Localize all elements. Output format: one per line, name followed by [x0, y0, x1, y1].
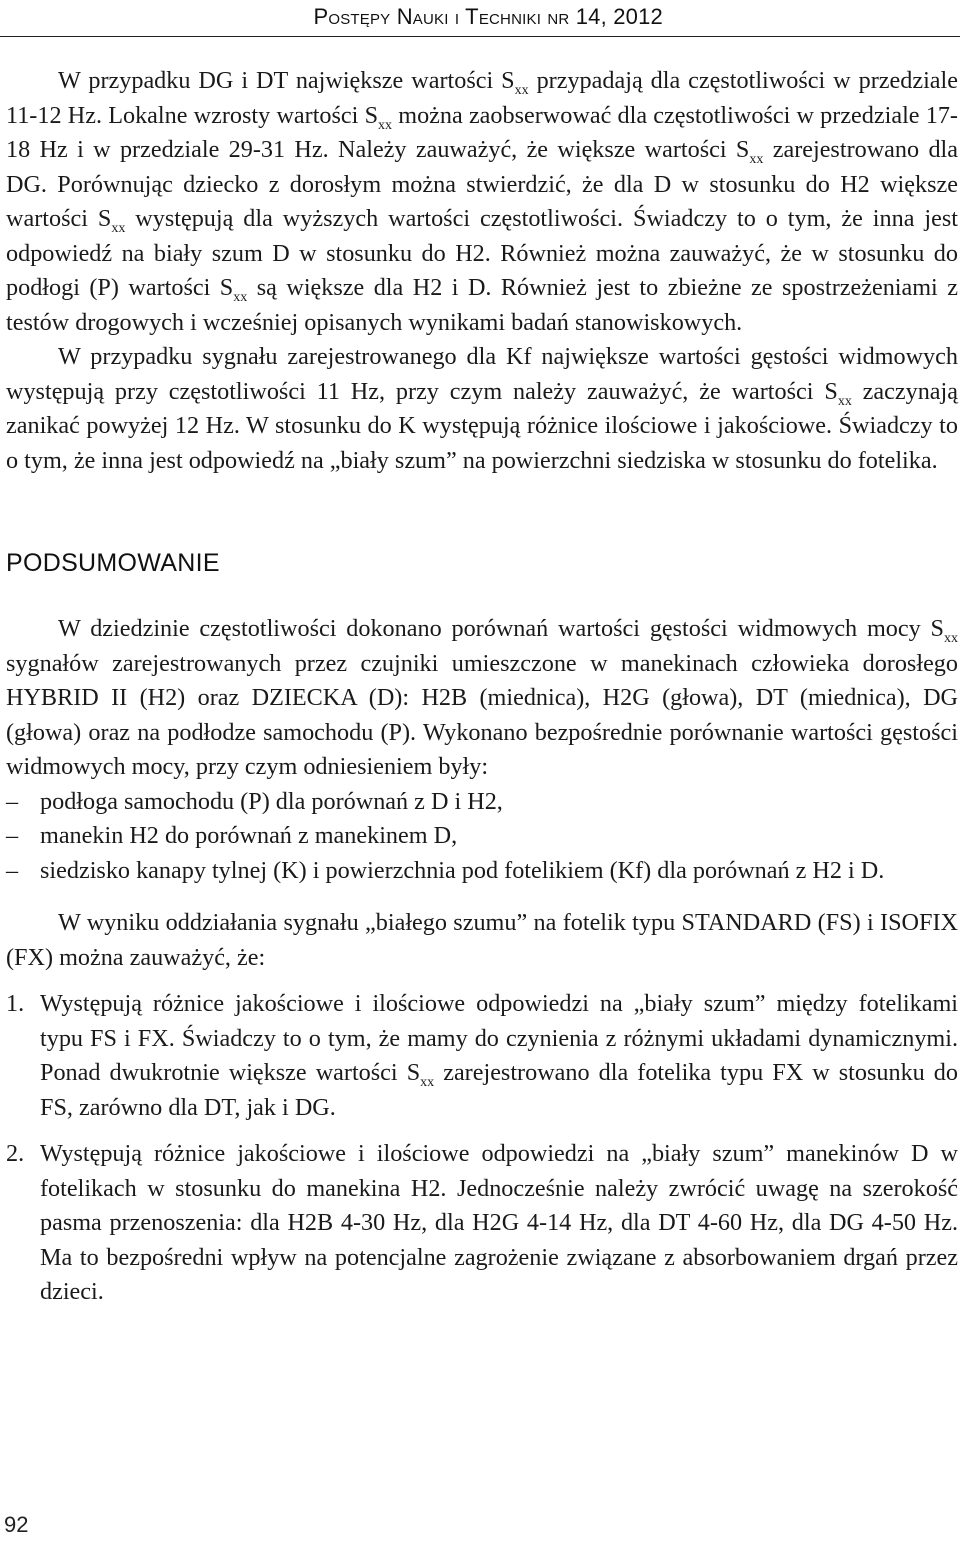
list-item-text: Występują różnice jakościowe i ilościowe odpowiedzi na „biały szum” manekinów D w fotelikach w stosunku do manekina H2. Jednocześnie należy zwrócić uwagę na szerokość pasma przenoszenia: dla H2B 4-30 Hz, dla H2G 4-14 Hz, dla DT 4-60 Hz, dla DG 4-50 Hz. Ma to bezpośredni wpływ na potencjalne zagrożenie związane z absorbowaniem drgań przez dzieci. [40, 1140, 958, 1305]
reference-list [6, 785, 958, 889]
text-run: zaczynają zanikać powyżej 12 Hz. W stosunku do K występują różnice ilościowe i jakościowe. Świadczy to o tym, że inna jest odpowiedź na „biały szum” na powierzchni siedziska w stosunku do fotelika. [6, 377, 958, 474]
body-paragraph-2 [6, 340, 958, 478]
item-number: 1. [6, 990, 25, 1017]
list-item-text: podłoga samochodu (P) dla porównań z D i H2, [40, 787, 503, 815]
page-number: 92 [4, 1512, 29, 1537]
text-run: występują dla wyższych wartości częstotliwości. Świadczy to o tym, że inna jest odpowiedź na biały szum D w stosunku do H2. Również można zauważyć, że w stosunku do podłogi (P) wartości S [6, 205, 958, 301]
subscript: xx [111, 221, 126, 236]
subscript: xx [378, 117, 393, 133]
list-item-text: manekin H2 do porównań z manekinem D, [40, 822, 458, 849]
text-run: W dziedzinie częstotliwości dokonano porównań wartości gęstości widmowych mocy S [58, 615, 944, 642]
spacer [6, 888, 958, 906]
summary-paragraph [6, 612, 958, 785]
dash-bullet: – [6, 787, 19, 815]
text-run: zarejestrowano dla DG. Porównując dziecko z dorosłym można stwierdzić, że dla D w stosunku do H2 większe wartości S [6, 136, 958, 232]
dash-bullet: – [6, 856, 19, 884]
running-header [0, 0, 960, 37]
text-run: można zaobserwować dla częstotliwości w przedziale 17-18 Hz i w przedziale 29-31 Hz. Należy zauważyć, że większe wartości S [6, 101, 958, 163]
text-run: przypadają dla częstotliwości w przedziale 11-12 Hz. Lokalne wzrosty wartości S [6, 67, 958, 129]
item-number: 2. [6, 1140, 25, 1167]
list-item [6, 854, 958, 889]
subscript: xx [837, 393, 852, 409]
list-item-text: siedzisko kanapy tylnej (K) i powierzchnia pod fotelikiem (Kf) dla porównań z H2 i D. [40, 856, 885, 884]
text-run: są większe dla H2 i D. Również jest to zbieżne ze spostrzeżeniami z testów drogowych i wcześniej opisanych wynikami badań stanowiskowych. [6, 274, 958, 336]
subscript: xx [420, 1075, 435, 1090]
text-run: W przypadku sygnału zarejestrowanego dla Kf największe wartości gęstości widmowych występują przy częstotliwości 11 Hz, przy czym należy zauważyć, że wartości S [6, 343, 958, 405]
list-item [6, 987, 958, 1125]
dash-bullet: – [6, 822, 19, 849]
text-run: sygnałów zarejestrowanych przez czujniki umieszczone w manekinach człowieka dorosłego HYBRID II (H2) oraz DZIECKA (D): H2B (miednica), H2G (głowa), DT (miednica), DG (głowa) oraz na podłodze samochodu (P). Wykonano bezpośrednie porównanie wartości gęstości widmowych mocy, przy czym odniesieniem były: [6, 649, 958, 780]
subscript: xx [514, 83, 529, 98]
list-item [6, 819, 958, 854]
list-item [6, 1137, 958, 1310]
subscript: xx [944, 631, 958, 646]
journal-title: Postępy Nauki i Techniki nr 14, 2012 [313, 4, 663, 29]
list-item [6, 785, 958, 820]
subscript: xx [749, 152, 764, 167]
text-run: W przypadku DG i DT największe wartości S [58, 67, 515, 94]
page-content [6, 64, 958, 1310]
list-item-text: Występują różnice jakościowe i ilościowe odpowiedzi na „biały szum” między fotelikami typu FS i FX. Świadczy to o tym, że mamy do czynienia z różnymi układami dynamicznymi. Ponad dwukrotnie większe wartości S [40, 990, 958, 1086]
body-paragraph-1 [6, 64, 958, 340]
findings-list [6, 987, 958, 1310]
section-heading: PODSUMOWANIE [6, 549, 220, 577]
results-intro: W wyniku oddziałania sygnału „białego szumu” na fotelik typu STANDARD (FS) i ISOFIX (FX) można zauważyć, że: [6, 909, 958, 971]
spacer [6, 975, 958, 987]
subscript: xx [233, 290, 248, 305]
list-item-text: zarejestrowano dla fotelika typu FX w stosunku do FS, zarówno dla DT, jak i DG. [40, 1059, 958, 1121]
